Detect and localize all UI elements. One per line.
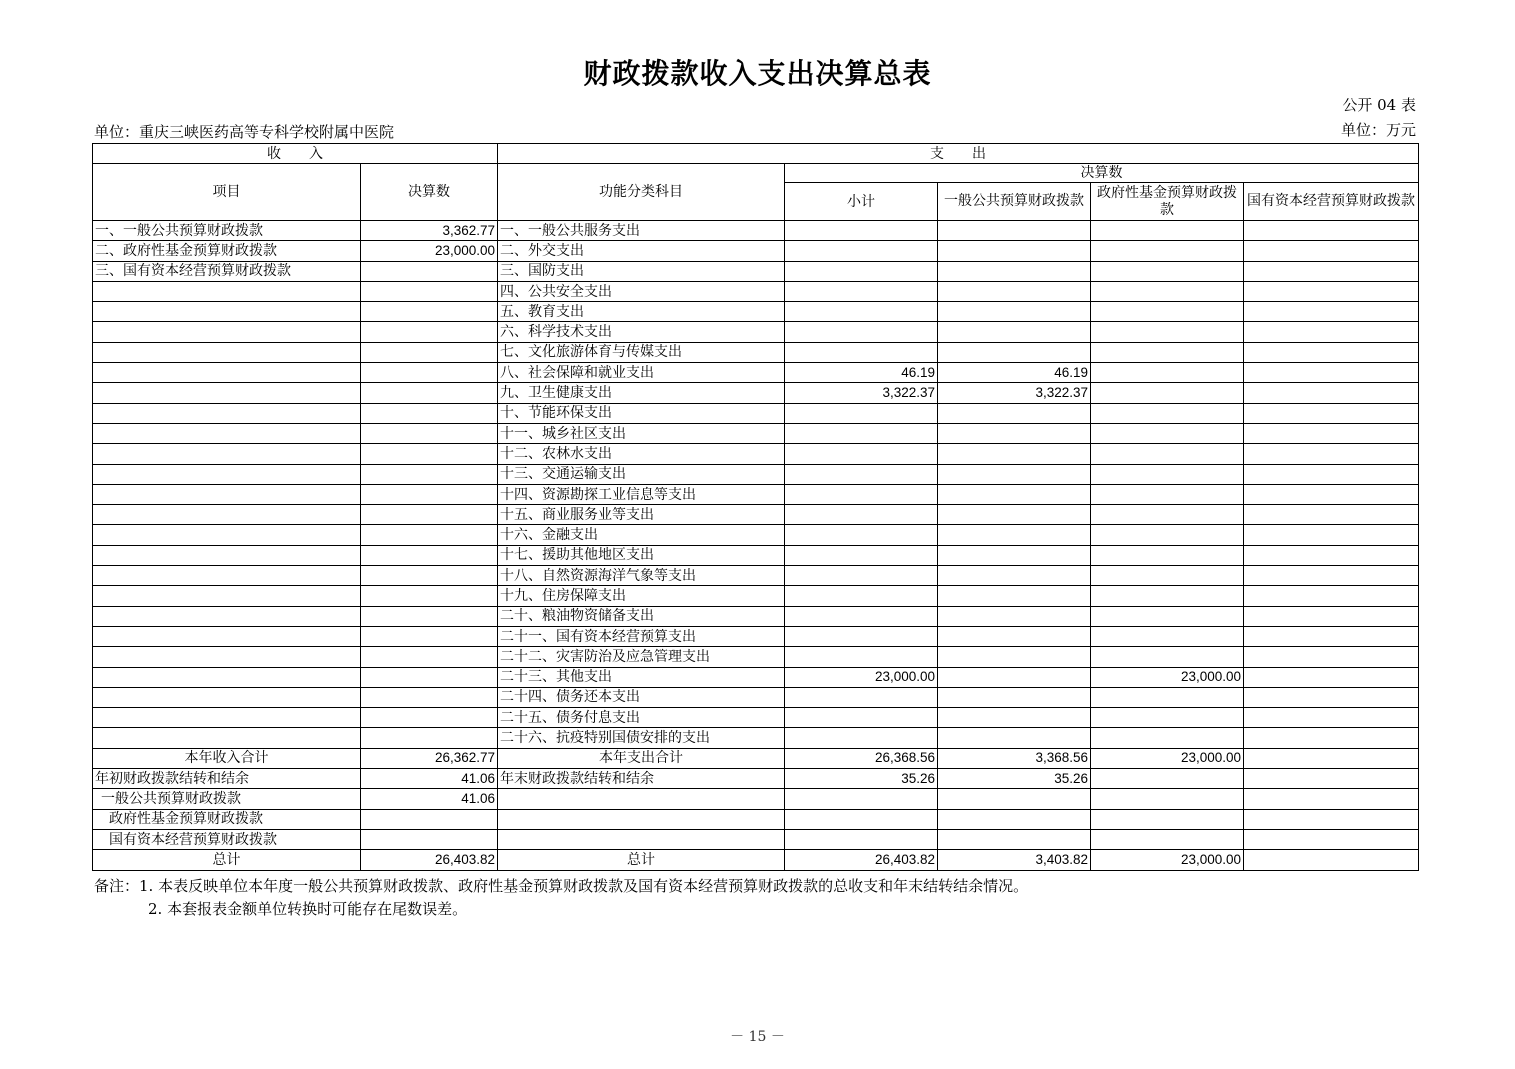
expense-item-cell: 三、国防支出 — [498, 261, 785, 281]
table-row — [93, 789, 1419, 809]
general-budget-cell — [938, 829, 1091, 849]
state-capital-cell — [1244, 586, 1419, 606]
fund-budget-cell — [1091, 221, 1244, 241]
income-amount-cell: 23,000.00 — [361, 241, 498, 261]
income-amount-cell: 26,403.82 — [361, 850, 498, 870]
expense-item-cell: 十、节能环保支出 — [498, 403, 785, 423]
state-capital-cell — [1244, 850, 1419, 870]
income-item-cell — [93, 342, 361, 362]
general-budget-cell — [938, 261, 1091, 281]
expense-item-cell: 二十一、国有资本经营预算支出 — [498, 626, 785, 646]
state-capital-header: 国有资本经营预算财政拨款 — [1244, 183, 1419, 221]
income-item-cell: 国有资本经营预算财政拨款 — [93, 829, 361, 849]
expense-item-cell: 二十六、抗疫特别国债安排的支出 — [498, 728, 785, 748]
income-item-cell — [93, 667, 361, 687]
income-item-cell — [93, 363, 361, 383]
income-amount-cell — [361, 261, 498, 281]
table-row — [93, 261, 1419, 281]
subtotal-cell: 35.26 — [785, 769, 938, 789]
income-amount-cell — [361, 363, 498, 383]
general-budget-cell — [938, 809, 1091, 829]
fund-budget-header: 政府性基金预算财政拨款 — [1091, 183, 1244, 221]
table-row — [93, 728, 1419, 748]
fund-budget-cell — [1091, 769, 1244, 789]
state-capital-cell — [1244, 789, 1419, 809]
state-capital-cell — [1244, 525, 1419, 545]
state-capital-cell — [1244, 769, 1419, 789]
subtotal-cell: 26,403.82 — [785, 850, 938, 870]
general-budget-cell — [938, 525, 1091, 545]
income-item-cell — [93, 302, 361, 322]
income-item-cell: 三、国有资本经营预算财政拨款 — [93, 261, 361, 281]
table-row — [93, 606, 1419, 626]
fund-budget-cell — [1091, 647, 1244, 667]
fund-budget-cell — [1091, 708, 1244, 728]
table-row — [93, 687, 1419, 707]
state-capital-cell — [1244, 626, 1419, 646]
func-class-header: 功能分类科目 — [498, 164, 785, 221]
expense-item-cell — [498, 829, 785, 849]
fund-budget-cell: 23,000.00 — [1091, 748, 1244, 768]
state-capital-cell — [1244, 342, 1419, 362]
subtotal-cell: 3,322.37 — [785, 383, 938, 403]
fund-budget-cell — [1091, 484, 1244, 504]
income-amount-cell — [361, 545, 498, 565]
subtotal-cell — [785, 545, 938, 565]
income-amount-cell: 3,362.77 — [361, 221, 498, 241]
expense-item-cell: 五、教育支出 — [498, 302, 785, 322]
expense-item-cell — [498, 789, 785, 809]
expense-item-cell: 八、社会保障和就业支出 — [498, 363, 785, 383]
fund-budget-cell — [1091, 281, 1244, 301]
income-item-cell: 总计 — [93, 850, 361, 870]
fund-budget-cell — [1091, 464, 1244, 484]
table-row — [93, 403, 1419, 423]
final-amount-header: 决算数 — [785, 164, 1419, 183]
general-budget-cell — [938, 687, 1091, 707]
general-budget-cell: 3,403.82 — [938, 850, 1091, 870]
subtotal-cell: 26,368.56 — [785, 748, 938, 768]
subtotal-cell — [785, 606, 938, 626]
income-item-cell — [93, 464, 361, 484]
amount-header: 决算数 — [361, 164, 498, 221]
general-budget-cell: 46.19 — [938, 363, 1091, 383]
page-title: 财政拨款收入支出决算总表 — [583, 57, 932, 90]
table-row — [93, 829, 1419, 849]
general-budget-cell — [938, 444, 1091, 464]
expense-item-cell: 十九、住房保障支出 — [498, 586, 785, 606]
state-capital-cell — [1244, 687, 1419, 707]
state-capital-cell — [1244, 505, 1419, 525]
expense-item-cell: 十八、自然资源海洋气象等支出 — [498, 566, 785, 586]
income-amount-cell: 41.06 — [361, 789, 498, 809]
income-item-cell — [93, 423, 361, 443]
subtotal-cell — [785, 444, 938, 464]
expense-item-cell: 十五、商业服务业等支出 — [498, 505, 785, 525]
subtotal-cell — [785, 789, 938, 809]
subtotal-cell — [785, 221, 938, 241]
state-capital-cell — [1244, 302, 1419, 322]
income-item-cell — [93, 626, 361, 646]
state-capital-cell — [1244, 464, 1419, 484]
item-header: 项目 — [93, 164, 361, 221]
state-capital-cell — [1244, 423, 1419, 443]
expense-item-cell: 二十五、债务付息支出 — [498, 708, 785, 728]
fund-budget-cell — [1091, 363, 1244, 383]
income-item-cell — [93, 566, 361, 586]
subtotal-cell — [785, 302, 938, 322]
fund-budget-cell — [1091, 566, 1244, 586]
general-budget-cell — [938, 221, 1091, 241]
income-item-cell — [93, 586, 361, 606]
subtotal-header: 小计 — [785, 183, 938, 221]
income-item-cell — [93, 525, 361, 545]
general-budget-cell — [938, 342, 1091, 362]
table-row — [93, 647, 1419, 667]
general-budget-header: 一般公共预算财政拨款 — [938, 183, 1091, 221]
income-item-cell: 二、政府性基金预算财政拨款 — [93, 241, 361, 261]
table-row — [93, 302, 1419, 322]
state-capital-cell — [1244, 484, 1419, 504]
table-row — [93, 241, 1419, 261]
table-row — [93, 423, 1419, 443]
table-row — [93, 322, 1419, 342]
fund-budget-cell — [1091, 383, 1244, 403]
fund-budget-cell — [1091, 606, 1244, 626]
general-budget-cell — [938, 241, 1091, 261]
fund-budget-cell — [1091, 687, 1244, 707]
subtotal-cell — [785, 505, 938, 525]
fund-budget-cell — [1091, 505, 1244, 525]
expense-item-cell: 十六、金融支出 — [498, 525, 785, 545]
general-budget-cell — [938, 566, 1091, 586]
expense-item-cell: 本年支出合计 — [498, 748, 785, 768]
state-capital-cell — [1244, 829, 1419, 849]
general-budget-cell: 35.26 — [938, 769, 1091, 789]
subtotal-cell — [785, 322, 938, 342]
form-number: 公开 04 表 — [1342, 96, 1416, 114]
table-row — [93, 545, 1419, 565]
subtotal-cell — [785, 484, 938, 504]
income-amount-cell — [361, 423, 498, 443]
fund-budget-cell: 23,000.00 — [1091, 667, 1244, 687]
state-capital-cell — [1244, 403, 1419, 423]
fund-budget-cell — [1091, 302, 1244, 322]
table-row — [93, 505, 1419, 525]
expense-item-cell: 二十二、灾害防治及应急管理支出 — [498, 647, 785, 667]
income-item-cell — [93, 647, 361, 667]
general-budget-cell — [938, 505, 1091, 525]
subtotal-cell — [785, 829, 938, 849]
expense-item-cell: 四、公共安全支出 — [498, 281, 785, 301]
state-capital-cell — [1244, 647, 1419, 667]
fund-budget-cell: 23,000.00 — [1091, 850, 1244, 870]
general-budget-cell — [938, 322, 1091, 342]
subtotal-cell — [785, 626, 938, 646]
fund-budget-cell — [1091, 728, 1244, 748]
general-budget-cell: 3,368.56 — [938, 748, 1091, 768]
expense-item-cell: 总计 — [498, 850, 785, 870]
income-item-cell — [93, 403, 361, 423]
income-item-cell: 一般公共预算财政拨款 — [93, 789, 361, 809]
subtotal-cell — [785, 647, 938, 667]
income-item-cell — [93, 545, 361, 565]
budget-table — [92, 143, 1419, 871]
table-row — [93, 809, 1419, 829]
income-amount-cell — [361, 586, 498, 606]
fund-budget-cell — [1091, 342, 1244, 362]
fund-budget-cell — [1091, 789, 1244, 809]
income-amount-cell — [361, 342, 498, 362]
money-unit: 单位：万元 — [1340, 121, 1416, 139]
subtotal-cell — [785, 423, 938, 443]
general-budget-cell — [938, 586, 1091, 606]
subtotal-cell — [785, 241, 938, 261]
income-item-cell — [93, 484, 361, 504]
subtotal-cell — [785, 728, 938, 748]
subtotal-cell — [785, 687, 938, 707]
expense-item-cell: 年末财政拨款结转和结余 — [498, 769, 785, 789]
state-capital-cell — [1244, 708, 1419, 728]
income-amount-cell — [361, 728, 498, 748]
income-amount-cell — [361, 606, 498, 626]
income-amount-cell — [361, 464, 498, 484]
income-item-cell — [93, 444, 361, 464]
general-budget-cell — [938, 728, 1091, 748]
fund-budget-cell — [1091, 586, 1244, 606]
income-item-cell — [93, 728, 361, 748]
fund-budget-cell — [1091, 423, 1244, 443]
income-amount-cell — [361, 302, 498, 322]
general-budget-cell — [938, 545, 1091, 565]
general-budget-cell — [938, 789, 1091, 809]
general-budget-cell — [938, 667, 1091, 687]
expense-item-cell: 二十三、其他支出 — [498, 667, 785, 687]
income-amount-cell — [361, 403, 498, 423]
note-line-1: 备注：1. 本表反映单位本年度一般公共预算财政拨款、政府性基金预算财政拨款及国有资本经营预算财政拨款的总收支和年末结转结余情况。 — [94, 877, 1029, 895]
income-amount-cell — [361, 708, 498, 728]
income-amount-cell — [361, 566, 498, 586]
expense-item-cell — [498, 809, 785, 829]
table-row — [93, 708, 1419, 728]
general-budget-cell — [938, 484, 1091, 504]
expense-item-cell: 一、一般公共服务支出 — [498, 221, 785, 241]
income-amount-cell — [361, 667, 498, 687]
table-row — [93, 281, 1419, 301]
fund-budget-cell — [1091, 241, 1244, 261]
income-header: 收 入 — [93, 144, 498, 164]
expense-header: 支 出 — [498, 144, 1419, 164]
fund-budget-cell — [1091, 545, 1244, 565]
expense-item-cell: 十四、资源勘探工业信息等支出 — [498, 484, 785, 504]
income-amount-cell — [361, 484, 498, 504]
subtotal-cell — [785, 525, 938, 545]
income-item-cell — [93, 606, 361, 626]
state-capital-cell — [1244, 444, 1419, 464]
table-row — [93, 525, 1419, 545]
subtotal-cell — [785, 586, 938, 606]
table-row — [93, 363, 1419, 383]
table-row — [93, 444, 1419, 464]
state-capital-cell — [1244, 322, 1419, 342]
income-amount-cell — [361, 505, 498, 525]
income-item-cell — [93, 281, 361, 301]
fund-budget-cell — [1091, 444, 1244, 464]
income-amount-cell: 26,362.77 — [361, 748, 498, 768]
income-item-cell — [93, 383, 361, 403]
income-item-cell — [93, 322, 361, 342]
table-row — [93, 748, 1419, 768]
fund-budget-cell — [1091, 626, 1244, 646]
expense-item-cell: 九、卫生健康支出 — [498, 383, 785, 403]
table-row — [93, 667, 1419, 687]
income-amount-cell — [361, 809, 498, 829]
expense-item-cell: 二、外交支出 — [498, 241, 785, 261]
subtotal-cell: 46.19 — [785, 363, 938, 383]
fund-budget-cell — [1091, 403, 1244, 423]
fund-budget-cell — [1091, 525, 1244, 545]
general-budget-cell — [938, 626, 1091, 646]
general-budget-cell — [938, 606, 1091, 626]
expense-item-cell: 二十、粮油物资储备支出 — [498, 606, 785, 626]
state-capital-cell — [1244, 383, 1419, 403]
subtotal-cell — [785, 281, 938, 301]
table-row — [93, 383, 1419, 403]
general-budget-cell — [938, 464, 1091, 484]
state-capital-cell — [1244, 261, 1419, 281]
general-budget-cell — [938, 423, 1091, 443]
state-capital-cell — [1244, 728, 1419, 748]
expense-item-cell: 十七、援助其他地区支出 — [498, 545, 785, 565]
table-row — [93, 626, 1419, 646]
note-line-2: 2. 本套报表金额单位转换时可能存在尾数误差。 — [148, 900, 468, 918]
general-budget-cell — [938, 302, 1091, 322]
income-amount-cell: 41.06 — [361, 769, 498, 789]
income-item-cell: 政府性基金预算财政拨款 — [93, 809, 361, 829]
income-item-cell: 一、一般公共预算财政拨款 — [93, 221, 361, 241]
expense-item-cell: 七、文化旅游体育与传媒支出 — [498, 342, 785, 362]
income-amount-cell — [361, 525, 498, 545]
table-row — [93, 586, 1419, 606]
subtotal-cell — [785, 403, 938, 423]
income-item-cell — [93, 708, 361, 728]
income-item-cell: 年初财政拨款结转和结余 — [93, 769, 361, 789]
fund-budget-cell — [1091, 829, 1244, 849]
expense-item-cell: 十三、交通运输支出 — [498, 464, 785, 484]
income-amount-cell — [361, 444, 498, 464]
general-budget-cell — [938, 708, 1091, 728]
state-capital-cell — [1244, 809, 1419, 829]
state-capital-cell — [1244, 281, 1419, 301]
fund-budget-cell — [1091, 261, 1244, 281]
state-capital-cell — [1244, 748, 1419, 768]
page-number: － 15 － — [730, 1029, 785, 1045]
state-capital-cell — [1244, 545, 1419, 565]
unit-name: 单位：重庆三峡医药高等专科学校附属中医院 — [94, 123, 395, 141]
income-item-cell — [93, 505, 361, 525]
subtotal-cell — [785, 261, 938, 281]
income-item-cell — [93, 687, 361, 707]
state-capital-cell — [1244, 363, 1419, 383]
state-capital-cell — [1244, 221, 1419, 241]
subtotal-cell — [785, 464, 938, 484]
expense-item-cell: 十二、农林水支出 — [498, 444, 785, 464]
general-budget-cell — [938, 647, 1091, 667]
fund-budget-cell — [1091, 322, 1244, 342]
income-amount-cell — [361, 626, 498, 646]
table-row — [93, 221, 1419, 241]
subtotal-cell — [785, 566, 938, 586]
subtotal-cell — [785, 809, 938, 829]
table-row — [93, 566, 1419, 586]
table-row — [93, 769, 1419, 789]
table-row — [93, 342, 1419, 362]
state-capital-cell — [1244, 241, 1419, 261]
income-amount-cell — [361, 383, 498, 403]
general-budget-cell: 3,322.37 — [938, 383, 1091, 403]
income-amount-cell — [361, 281, 498, 301]
income-item-cell: 本年收入合计 — [93, 748, 361, 768]
table-row — [93, 484, 1419, 504]
state-capital-cell — [1244, 566, 1419, 586]
state-capital-cell — [1244, 667, 1419, 687]
expense-item-cell: 十一、城乡社区支出 — [498, 423, 785, 443]
general-budget-cell — [938, 403, 1091, 423]
general-budget-cell — [938, 281, 1091, 301]
table-row — [93, 464, 1419, 484]
table-row — [93, 850, 1419, 870]
income-amount-cell — [361, 647, 498, 667]
subtotal-cell: 23,000.00 — [785, 667, 938, 687]
fund-budget-cell — [1091, 809, 1244, 829]
expense-item-cell: 六、科学技术支出 — [498, 322, 785, 342]
income-amount-cell — [361, 829, 498, 849]
subtotal-cell — [785, 708, 938, 728]
expense-item-cell: 二十四、债务还本支出 — [498, 687, 785, 707]
subtotal-cell — [785, 342, 938, 362]
state-capital-cell — [1244, 606, 1419, 626]
income-amount-cell — [361, 687, 498, 707]
income-amount-cell — [361, 322, 498, 342]
